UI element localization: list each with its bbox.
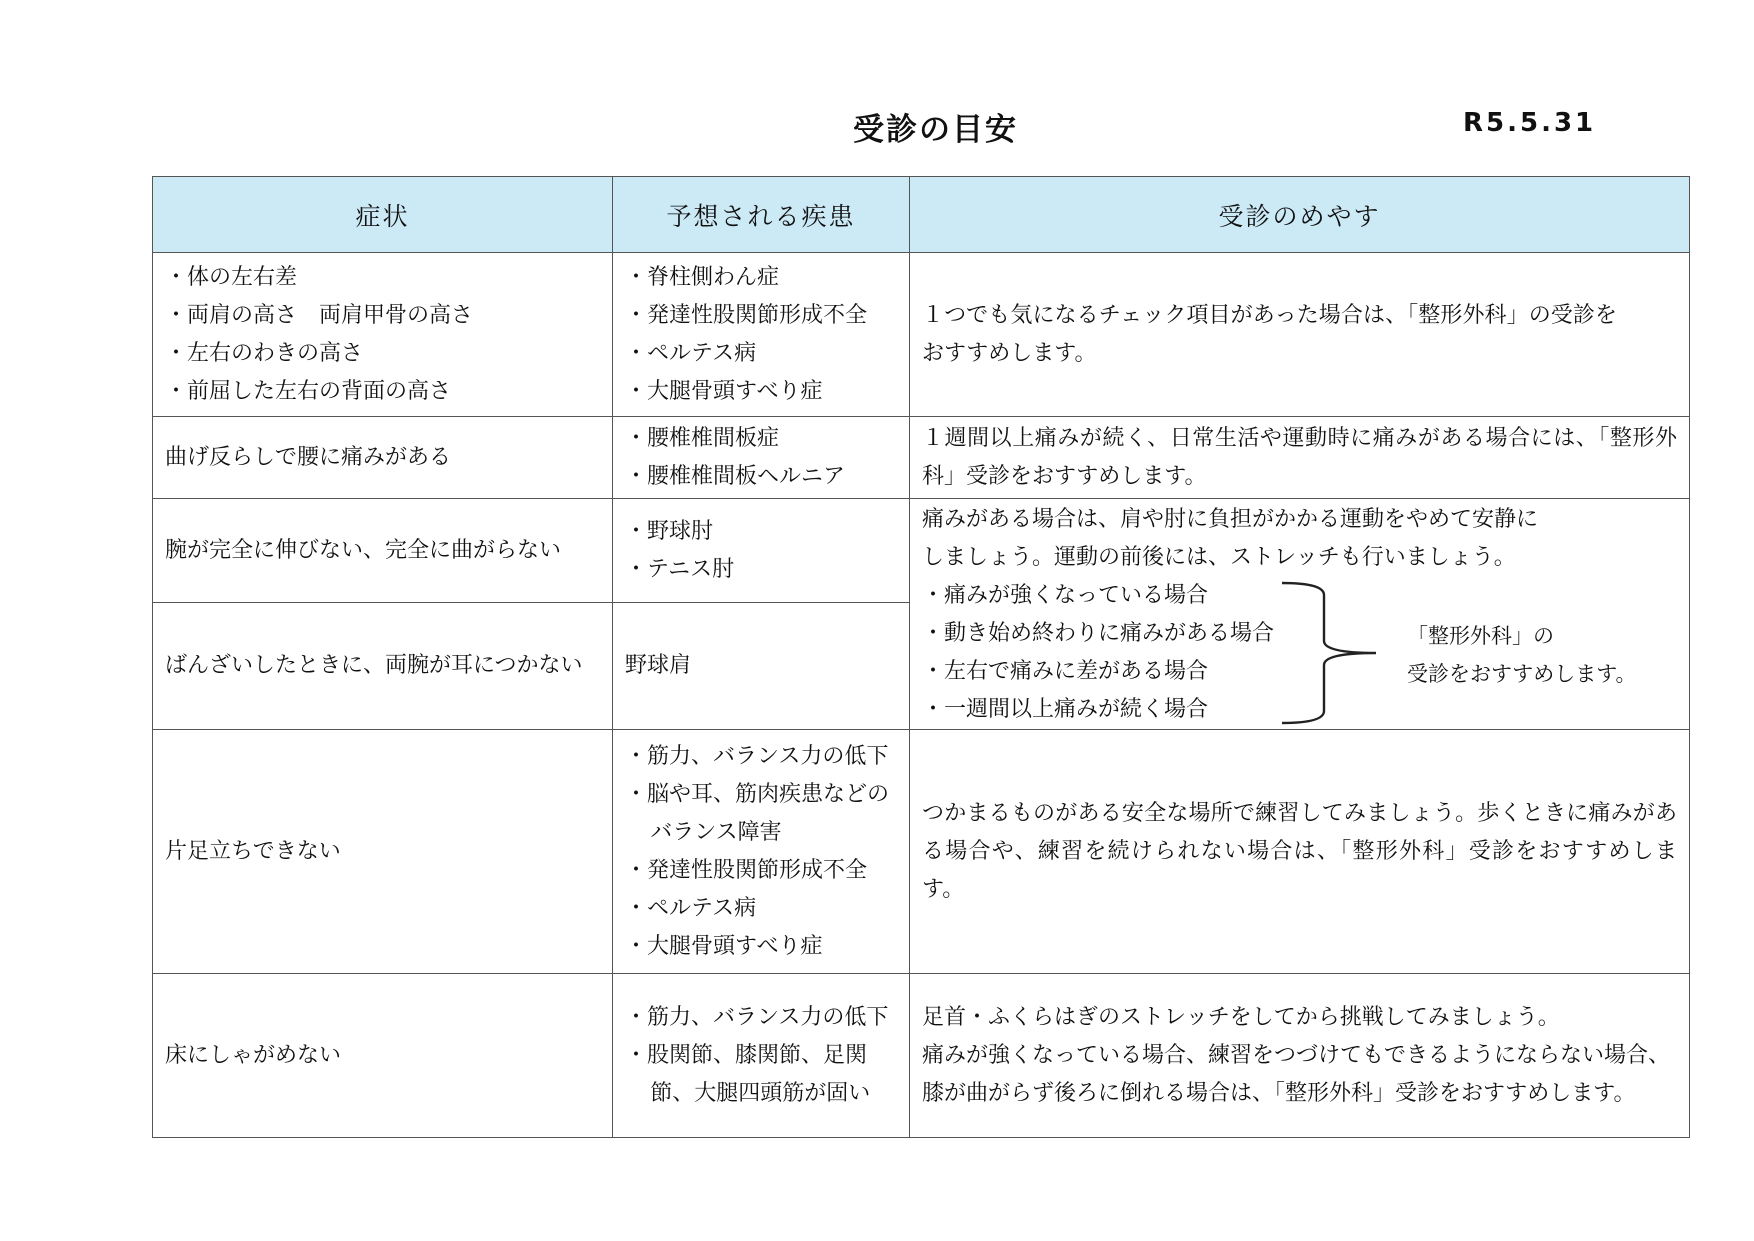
merged-guidance-cell xyxy=(910,499,1690,730)
guidance-text: １週間以上痛みが続く、日常生活や運動時に痛みがある場合には、「整形外科」受診をおすすめします。 xyxy=(922,425,1677,489)
symptom-item: ・左右のわきの高さ xyxy=(165,340,364,366)
symptoms-cell xyxy=(153,730,613,974)
disease-item: ・筋力、バランス力の低下 xyxy=(625,743,889,769)
disease-item: ・腰椎椎間板症 xyxy=(625,425,780,451)
disease-item: ・大腿骨頭すべり症 xyxy=(625,933,823,959)
table-row xyxy=(153,974,1690,1138)
disease-item: 節、大腿四頭筋が固い xyxy=(650,1080,871,1106)
symptom-item: ばんざいしたときに、両腕が耳につかない xyxy=(165,653,583,679)
document-date: R5.5.31 xyxy=(1463,108,1597,138)
symptoms-cell xyxy=(153,417,613,499)
header-symptoms: 症状 xyxy=(153,177,613,253)
diseases-cell xyxy=(613,974,910,1138)
disease-item: ・股関節、膝関節、足関 xyxy=(625,1042,868,1068)
disease-item: ・テニス肘 xyxy=(625,556,735,582)
disease-item: ・脊柱側わん症 xyxy=(625,264,780,290)
table-row xyxy=(153,730,1690,974)
symptom-item: ・体の左右差 xyxy=(165,264,298,290)
header-consultation-guide: 受診のめやす xyxy=(910,177,1690,253)
guidance-line: 痛みが強くなっている場合、練習をつづけてもできるようにならない場合、 xyxy=(922,1042,1671,1068)
diseases-cell xyxy=(613,417,910,499)
table-row xyxy=(153,253,1690,417)
table-row xyxy=(153,417,1690,499)
disease-item: ・野球肘 xyxy=(625,518,714,544)
disease-item: ・筋力、バランス力の低下 xyxy=(625,1004,889,1030)
symptoms-cell xyxy=(153,253,613,417)
symptom-item: 曲げ反らしで腰に痛みがある xyxy=(165,444,452,470)
disease-item: ・大腿骨頭すべり症 xyxy=(625,378,823,404)
diseases-cell xyxy=(613,603,910,730)
symptoms-cell xyxy=(153,974,613,1138)
symptoms-cell xyxy=(153,499,613,603)
guidance-cell xyxy=(910,417,1690,499)
brace-note-line: 「整形外科」の xyxy=(1407,624,1554,648)
disease-item: ・発達性股関節形成不全 xyxy=(625,857,868,883)
guidance-text: １つでも気になるチェック項目があった場合は、「整形外科」の受診をおすすめします。 xyxy=(922,302,1617,366)
curly-brace-icon xyxy=(1280,581,1380,725)
guidance-cell xyxy=(910,974,1690,1138)
diseases-cell xyxy=(613,730,910,974)
disease-item: ・ペルテス病 xyxy=(625,895,757,921)
guidance-cell xyxy=(910,730,1690,974)
disease-item: ・脳や耳、筋肉疾患などの xyxy=(625,781,890,807)
page-title: 受診の目安 xyxy=(853,112,1018,148)
guidance-condition-item: ・痛みが強くなっている場合 xyxy=(922,583,1209,608)
disease-item: ・腰椎椎間板ヘルニア xyxy=(625,463,846,489)
table-row xyxy=(153,499,1690,603)
symptom-item: ・両肩の高さ 両肩甲骨の高さ xyxy=(165,302,474,328)
disease-item: ・ペルテス病 xyxy=(625,340,757,366)
guidance-condition-item: ・左右で痛みに差がある場合 xyxy=(922,659,1209,684)
symptoms-cell xyxy=(153,603,613,730)
guidance-intro-line: 痛みがある場合は、肩や肘に負担がかかる運動をやめて安静に xyxy=(922,507,1539,532)
symptom-item: ・前屈した左右の背面の高さ xyxy=(165,378,452,404)
consultation-guide-table xyxy=(152,176,1690,1138)
disease-item: バランス障害 xyxy=(650,819,782,845)
brace-note xyxy=(1407,617,1637,693)
guidance-line: 足首・ふくらはぎのストレッチをしてから挑戦してみましょう。 xyxy=(922,1004,1560,1030)
diseases-cell xyxy=(613,253,910,417)
table-header-row xyxy=(153,177,1690,253)
disease-item: ・発達性股関節形成不全 xyxy=(625,302,868,328)
guidance-intro-line: しましょう。運動の前後には、ストレッチも行いましょう。 xyxy=(922,545,1516,570)
header-expected-diseases: 予想される疾患 xyxy=(613,177,910,253)
guidance-text: つかまるものがある安全な場所で練習してみましょう。歩くときに痛みがある場合や、練習を続けられない場合は、「整形外科」受診をおすすめします。 xyxy=(922,800,1677,902)
guidance-cell xyxy=(910,253,1690,417)
guidance-line: 膝が曲がらず後ろに倒れる場合は、「整形外科」受診をおすすめします。 xyxy=(922,1080,1636,1106)
guidance-condition-item: ・一週間以上痛みが続く場合 xyxy=(922,697,1209,722)
brace-note-line: 受診をおすすめします。 xyxy=(1407,662,1637,686)
guidance-condition-item: ・動き始め終わりに痛みがある場合 xyxy=(922,621,1275,646)
symptom-item: 床にしゃがめない xyxy=(165,1042,342,1068)
diseases-cell xyxy=(613,499,910,603)
symptom-item: 片足立ちできない xyxy=(165,838,341,864)
symptom-item: 腕が完全に伸びない、完全に曲がらない xyxy=(165,537,562,563)
disease-item: 野球肩 xyxy=(625,653,692,679)
